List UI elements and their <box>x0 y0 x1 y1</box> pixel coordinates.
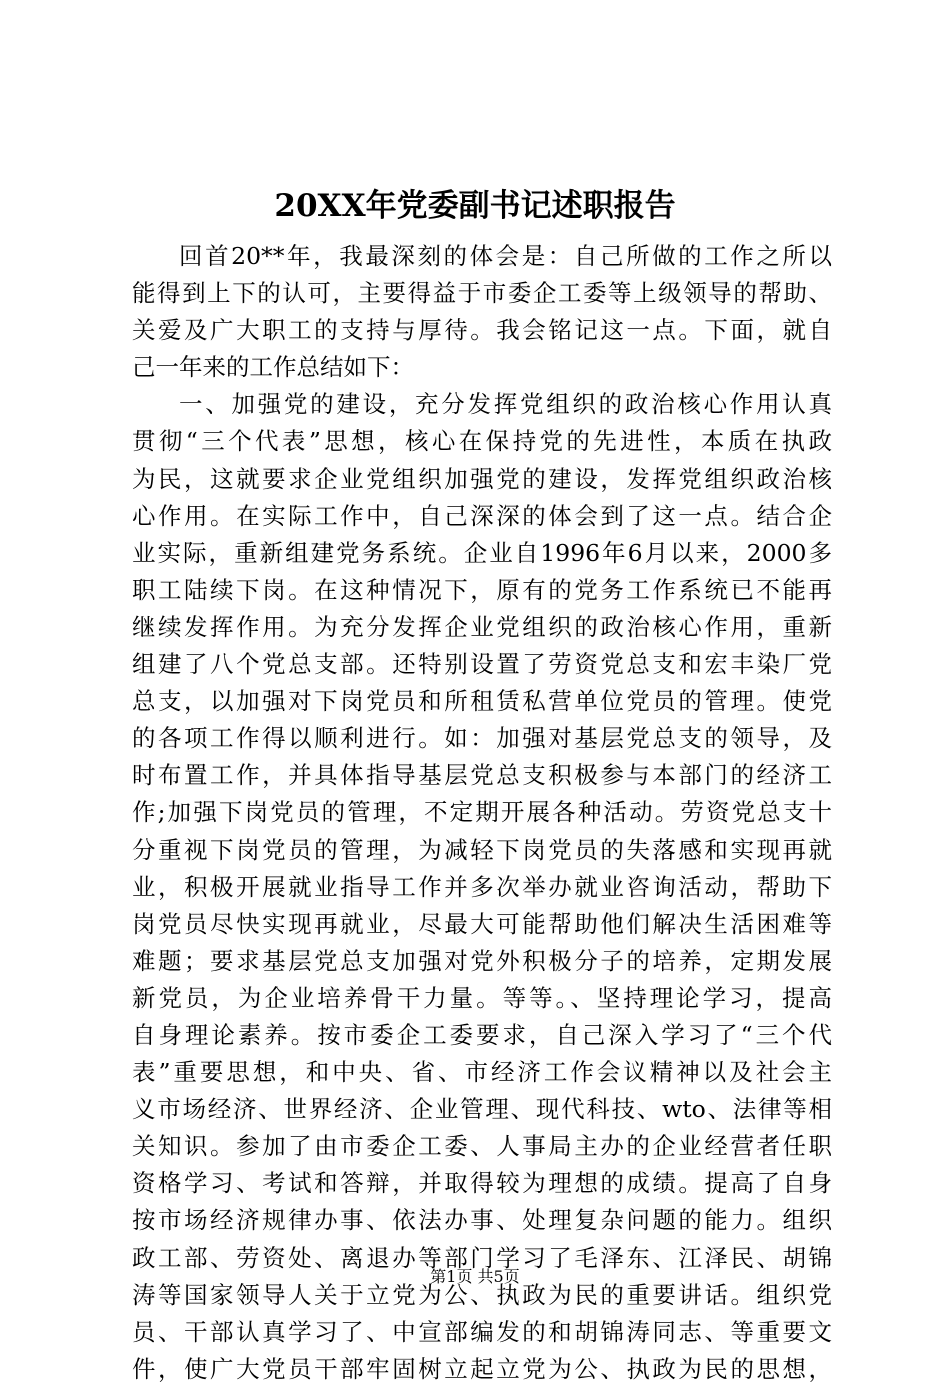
body-line: 总支，以加强对下岗党员和所租赁私营单位党员的管理。使党 <box>132 687 832 716</box>
body-line: 表”重要思想，和中央、省、市经济工作会议精神以及社会主 <box>132 1058 832 1087</box>
body-line: 关爱及广大职工的支持与厚待。我会铭记这一点。下面，就自 <box>132 316 832 345</box>
body-line: 业实际，重新组建党务系统。企业自1996年6月以来，2000多 <box>132 538 832 567</box>
body-line: 时布置工作，并具体指导基层党总支积极参与本部门的经济工 <box>132 761 832 790</box>
body-line: 新党员，为企业培养骨干力量。等等。、坚持理论学习，提高 <box>132 983 832 1012</box>
body-line: 义市场经济、世界经济、企业管理、现代科技、wto、法律等相 <box>132 1095 832 1124</box>
document-body <box>132 238 832 1388</box>
body-line: 为民，这就要求企业党组织加强党的建设，发挥党组织政治核 <box>132 464 832 493</box>
body-line: 心作用。在实际工作中，自己深深的体会到了这一点。结合企 <box>132 501 832 530</box>
body-line: 业，积极开展就业指导工作并多次举办就业咨询活动，帮助下 <box>132 872 832 901</box>
body-line: 分重视下岗党员的管理，为减轻下岗党员的失落感和实现再就 <box>132 835 832 864</box>
body-line: 能得到上下的认可，主要得益于市委企工委等上级领导的帮助、 <box>132 279 832 308</box>
body-line: 组建了八个党总支部。还特别设置了劳资党总支和宏丰染厂党 <box>132 650 832 679</box>
body-line: 岗党员尽快实现再就业，尽最大可能帮助他们解决生活困难等 <box>132 909 832 938</box>
body-line: 关知识。参加了由市委企工委、人事局主办的企业经营者任职 <box>132 1132 832 1161</box>
body-line: 政工部、劳资处、离退办等部门学习了毛泽东、江泽民、胡锦 <box>132 1243 832 1272</box>
page-number-footer: 第1页 共5页 <box>430 1267 520 1286</box>
body-line: 涛等国家领导人关于立党为公、执政为民的重要讲话。组织党 <box>132 1280 832 1309</box>
body-line: 员、干部认真学习了、中宣部编发的和胡锦涛同志、等重要文 <box>132 1317 832 1346</box>
body-line: 继续发挥作用。为充分发挥企业党组织的政治核心作用，重新 <box>132 612 832 641</box>
body-line: 自身理论素养。按市委企工委要求，自己深入学习了“三个代 <box>132 1020 832 1049</box>
document-title: 20XX年党委副书记述职报告 <box>274 188 676 224</box>
body-line: 回首20**年，我最深刻的体会是：自己所做的工作之所以 <box>179 242 832 270</box>
body-line: 职工陆续下岗。在这种情况下，原有的党务工作系统已不能再 <box>132 575 832 604</box>
body-line: 难题；要求基层党总支加强对党外积极分子的培养，定期发展 <box>132 946 832 975</box>
body-line: 作;加强下岗党员的管理，不定期开展各种活动。劳资党总支十 <box>132 798 832 827</box>
body-line: 一、加强党的建设，充分发挥党组织的政治核心作用认真 <box>179 390 832 419</box>
body-line: 件，使广大党员干部牢固树立起立党为公、执政为民的思想， <box>132 1354 832 1383</box>
body-line: 资格学习、考试和答辩，并取得较为理想的成绩。提高了自身 <box>132 1169 832 1198</box>
body-line: 的各项工作得以顺利进行。如：加强对基层党总支的领导，及 <box>132 724 832 753</box>
body-line: 贯彻“三个代表”思想，核心在保持党的先进性，本质在执政 <box>132 427 832 456</box>
body-line: 按市场经济规律办事、依法办事、处理复杂问题的能力。组织 <box>132 1206 832 1235</box>
body-line: 己一年来的工作总结如下： <box>132 353 414 382</box>
